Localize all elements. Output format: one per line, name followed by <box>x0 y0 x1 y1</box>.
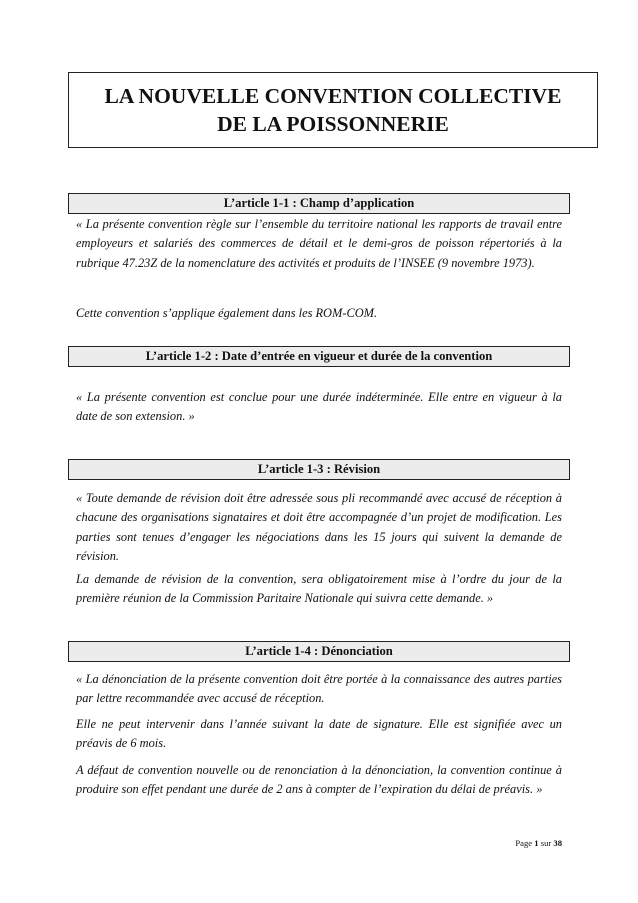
paragraph-article-1-3-agenda: La demande de révision de la convention, sera obligatoirement mise à l’ordre du jour de la première réunion de la Commission Paritaire Nationale qui suivra cette demande. » <box>76 572 562 606</box>
paragraph-article-1-1-rom-com: Cette convention s’applique également dans les ROM-COM. <box>76 306 378 320</box>
footer-page-total: 38 <box>553 838 562 848</box>
page-footer <box>515 838 562 848</box>
paragraph-article-1-4-continuation: A défaut de convention nouvelle ou de renonciation à la dénonciation, la convention continue à produire son effet pendant une durée de 2 ans à compter de l’expiration du délai de préavis. » <box>76 763 562 797</box>
section-heading-article-1-1: L’article 1-1 : Champ d’application <box>68 193 570 214</box>
paragraph-article-1-2-duration: « La présente convention est conclue pour une durée indéterminée. Elle entre en vigueur à la date de son extension. » <box>76 390 562 424</box>
section-heading-article-1-3: L’article 1-3 : Révision <box>68 459 570 480</box>
section-heading-article-1-2: L’article 1-2 : Date d’entrée en vigueur et durée de la convention <box>68 346 570 367</box>
paragraph-article-1-4-notice: « La dénonciation de la présente convention doit être portée à la connaissance des autres parties par lettre recommandée avec accusé de réception. <box>76 672 562 706</box>
footer-page-label: Page <box>515 838 533 848</box>
footer-page-number: 1 <box>534 838 539 848</box>
section-heading-article-1-4: L’article 1-4 : Dénonciation <box>68 641 570 662</box>
footer-of-label: sur <box>540 838 552 848</box>
document-title-line-1: LA NOUVELLE CONVENTION COLLECTIVE <box>104 84 562 108</box>
paragraph-article-1-3-request: « Toute demande de révision doit être adressée sous pli recommandé avec accusé de réception à chacune des organisations signataires et doit être accompagnée d’un projet de modification. Les parties sont tenues d’engager les négociations dans les 15 jours qui suivent la demande de révision. <box>76 491 562 564</box>
document-title-line-2: DE LA POISSONNERIE <box>217 112 449 136</box>
paragraph-article-1-1-scope: « La présente convention règle sur l’ensemble du territoire national les rapports de travail entre employeurs et salariés des commerces de détail et le demi-gros de poisson répertoriés à la rubrique 47.23Z de la nomenclature des activités et produits de l’INSEE (9 novembre 1973). <box>76 217 562 270</box>
paragraph-article-1-4-timing: Elle ne peut intervenir dans l’année suivant la date de signature. Elle est signifiée avec un préavis de 6 mois. <box>76 717 562 751</box>
document-title-box <box>68 72 598 148</box>
